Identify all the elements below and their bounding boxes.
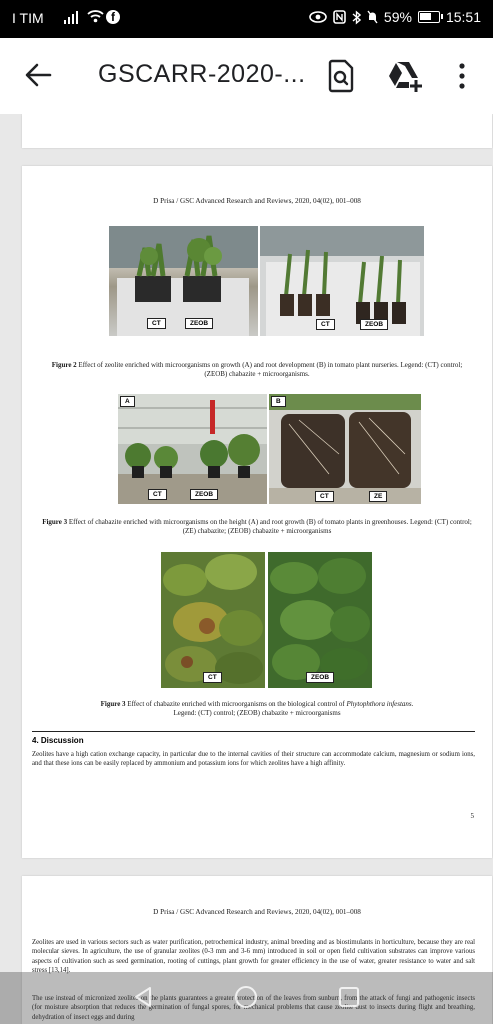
back-nav-icon[interactable] (130, 984, 156, 1010)
carrier-name: I TIM (12, 10, 44, 26)
figure-2b-photo (260, 226, 424, 336)
find-in-document-icon[interactable] (323, 58, 359, 94)
caption-text: Effect of zeolite enriched with microorganisms on growth (A) and root development (B) in tomato plant nurseries. Legend: (CT) control; (ZEOB) chabazite + microorganisms. (78, 361, 463, 378)
mute-icon (367, 10, 378, 24)
figure-3b-photo (269, 394, 421, 504)
figure-tag: ZEOB (360, 319, 388, 330)
caption-legend: Legend: (CT) control; (ZEOB) chabazite + microorganisms (173, 709, 341, 717)
caption-label: Figure 3 (100, 700, 126, 708)
eye-icon (309, 11, 327, 23)
figure-3a-photo (118, 394, 267, 504)
pdf-viewer[interactable] (0, 114, 493, 1024)
body-paragraph: The use instead of micronized zeolites on the plants guarantees a greater protection of the leaves from sunburn, from the attack of fungi and pathogenic insects (for moisture absorption that reduces the germination of fungal spores, for mechanical problems that cause zeolite dust to insects during flight and breathing, dehydration of insect eggs and during (32, 995, 475, 1021)
panel-label: A (120, 396, 135, 407)
figure-tag: ZEOB (185, 318, 213, 329)
caption-label: Figure 3 (42, 518, 68, 526)
figure-tag: CT (316, 319, 335, 330)
pdf-page (22, 166, 492, 858)
discussion-paragraph: Zeolites have a high cation exchange capacity, in particular due to the internal cavities of their structure can accommodate calcium, magnesium or sodium ions, and that these ions can be easily replaced by ammonium and potassium ions for which zeolites have a high affinity. (32, 751, 475, 768)
figure-3a-caption (42, 518, 472, 536)
figure-2-caption (42, 361, 472, 379)
root-balls-image (269, 394, 421, 504)
caption-text: Effect of chabazite enriched with microorganisms on the height (A) and root growth (B) of tomato plants in greenhouses. Legend: (CT) control; (ZE) chabazite; (ZEOB) chabazite + microorganisms (68, 518, 472, 535)
figure-tag: ZE (369, 491, 387, 502)
page-number: 5 (470, 812, 474, 820)
caption-text: Effect of chabazite enriched with microorganisms on the biological control of (127, 700, 347, 708)
figure-2a-photo (109, 226, 258, 336)
recents-nav-icon[interactable] (336, 984, 362, 1010)
clock: 15:51 (445, 9, 481, 25)
app-toolbar (0, 38, 493, 114)
figure-tag: CT (315, 491, 334, 502)
nfc-icon (333, 10, 346, 24)
root-development-image (260, 226, 424, 336)
figure-tag: CT (148, 489, 167, 500)
body-paragraph: Zeolites are used in various sectors such as water purification, petrochemical industry, animal breeding and as biostimulants in horticulture, because they are real molecular sieves. In agriculture, the use of granular zeolites (0-3 mm and 3-6 mm) introduced in soil or open field cultivation substrates can improve various aspects of cultivation such as seed germination, rooting of cuttings, plant growth for greater efficiency in the use of water, greater resistance to water and salt stress [13,14]. (32, 939, 475, 975)
healthy-leaves-image (268, 552, 372, 688)
figure-tag: CT (147, 318, 166, 329)
running-head: D Prisa / GSC Advanced Research and Reviews, 2020, 04(02), 001–008 (153, 197, 361, 205)
battery-percent: 59% (383, 9, 412, 25)
figure-tag: ZEOB (306, 672, 334, 683)
add-to-drive-icon[interactable] (385, 58, 425, 94)
nursery-tray-image (109, 226, 258, 336)
running-head: D Prisa / GSC Advanced Research and Reviews, 2020, 04(02), 001–008 (153, 908, 361, 916)
figure-3-zeob-photo (268, 552, 372, 688)
battery-icon (418, 11, 440, 23)
status-right (309, 9, 481, 25)
figure-3b-caption (42, 700, 472, 718)
status-bar (0, 0, 493, 38)
back-arrow-icon[interactable] (22, 58, 56, 92)
panel-label: B (271, 396, 286, 407)
pdf-page-previous (22, 114, 492, 148)
wifi-icon (87, 8, 104, 24)
caption-label: Figure 2 (51, 361, 77, 369)
greenhouse-plants-image (118, 394, 267, 504)
figure-tag: CT (203, 672, 222, 683)
system-navigation-bar (0, 972, 493, 1024)
figure-3-ct-photo (161, 552, 265, 688)
figure-tag: ZEOB (190, 489, 218, 500)
home-nav-icon[interactable] (233, 984, 259, 1010)
caption-italic: Phytophthora infestans. (346, 700, 414, 708)
document-title: GSCARR-2020-... (98, 60, 306, 88)
more-options-icon[interactable] (452, 58, 472, 94)
signal-icon (64, 11, 78, 24)
bluetooth-icon (352, 10, 361, 25)
facebook-icon: f (106, 10, 120, 24)
section-heading: 4. Discussion (32, 736, 84, 745)
infected-leaves-image (161, 552, 265, 688)
section-rule (32, 731, 475, 732)
